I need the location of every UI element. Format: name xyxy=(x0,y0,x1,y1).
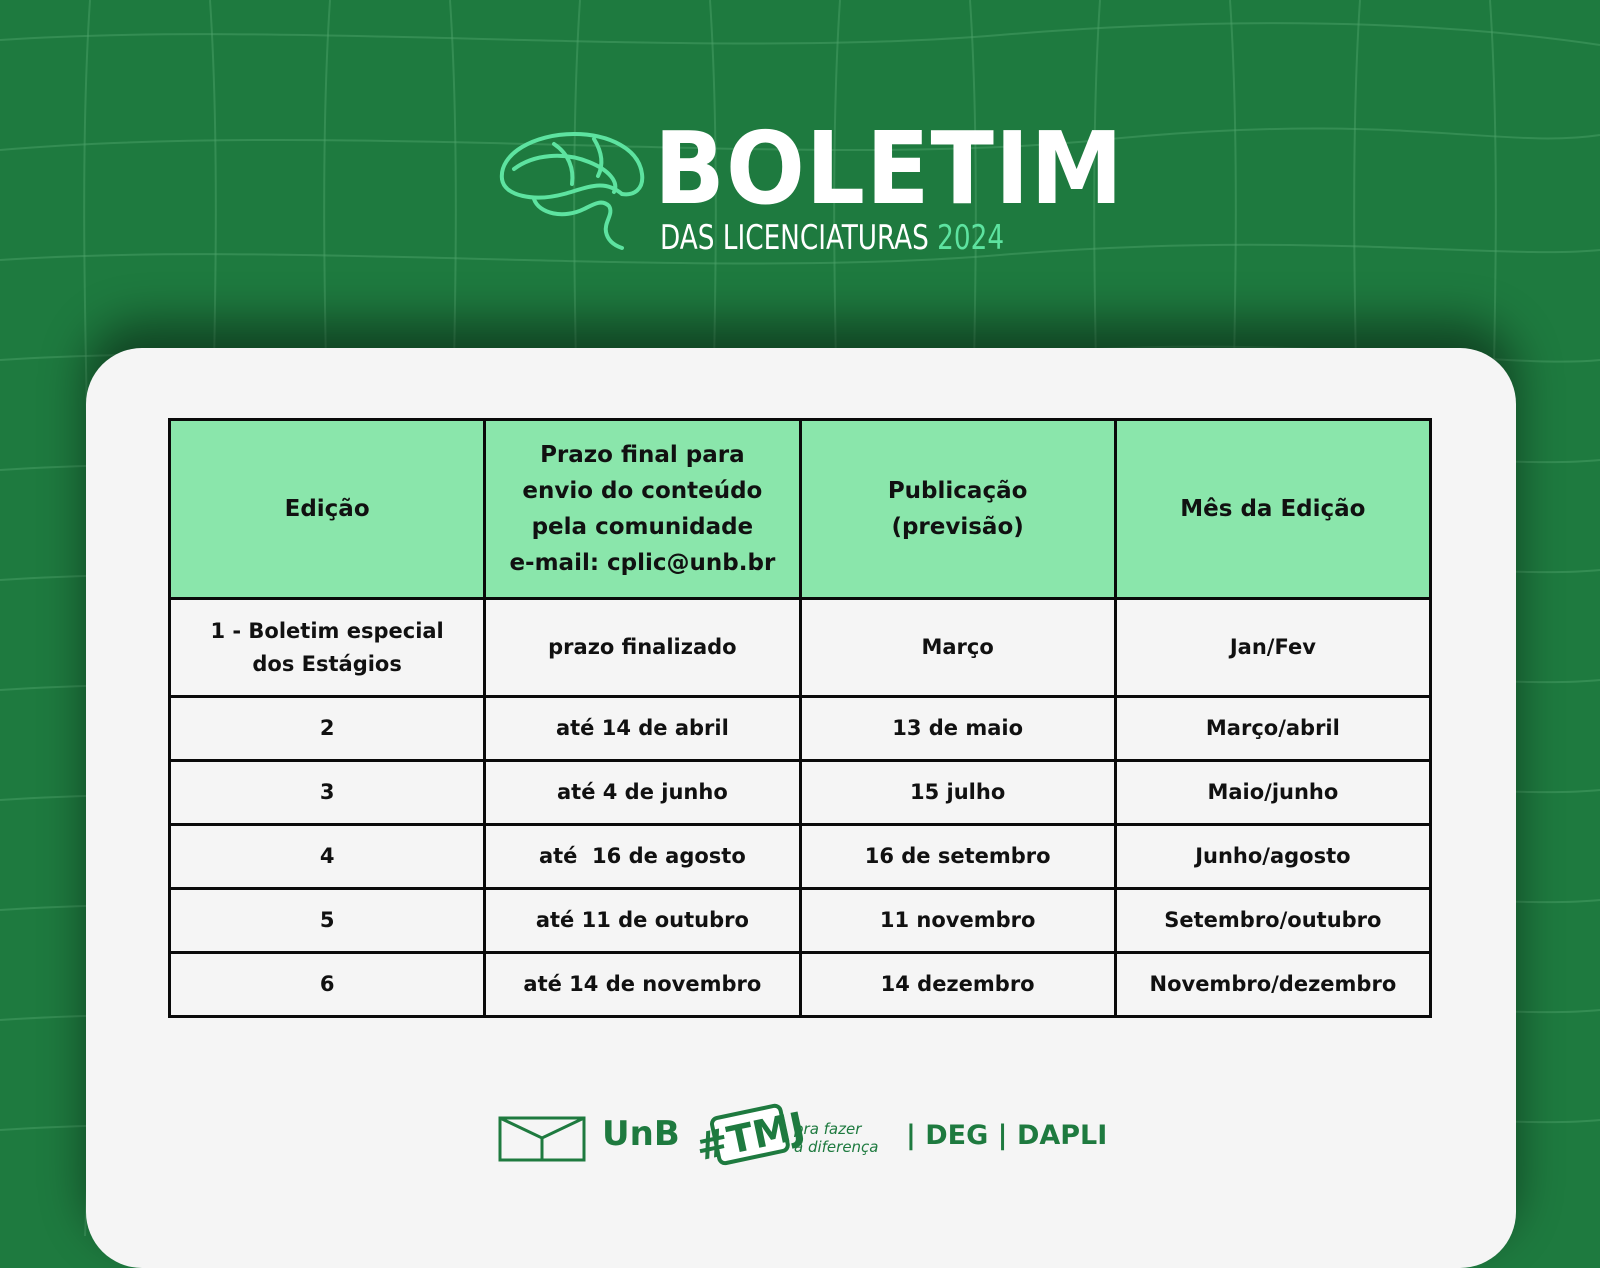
cell-edicao: 3 xyxy=(170,761,485,825)
cell-publicacao: 14 dezembro xyxy=(800,953,1115,1017)
cell-publicacao: Março xyxy=(800,599,1115,697)
cell-mes: Jan/Fev xyxy=(1115,599,1430,697)
unb-label: UnB xyxy=(602,1114,680,1154)
cell-publicacao: 13 de maio xyxy=(800,697,1115,761)
cell-prazo: até 16 de agosto xyxy=(485,825,800,889)
schedule-table xyxy=(168,418,1432,1018)
cell-mes: Setembro/outubro xyxy=(1115,889,1430,953)
cell-mes: Junho/agosto xyxy=(1115,825,1430,889)
cell-edicao: 6 xyxy=(170,953,485,1017)
table-row xyxy=(170,697,1431,761)
brand-year: 2024 xyxy=(937,218,1005,258)
table-row xyxy=(170,825,1431,889)
tmj-hashtag-logo xyxy=(692,1098,809,1182)
svg-text:#TMJ: #TMJ xyxy=(692,1103,809,1170)
cell-publicacao: 16 de setembro xyxy=(800,825,1115,889)
header-prazo: Prazo final para envio do conteúdo pela comunidade e-mail: cplic@unb.br xyxy=(485,420,800,599)
cell-mes: Março/abril xyxy=(1115,697,1430,761)
cell-mes: Maio/junho xyxy=(1115,761,1430,825)
cell-edicao: 1 - Boletim especial dos Estágios xyxy=(170,599,485,697)
cell-prazo: prazo finalizado xyxy=(485,599,800,697)
table-row xyxy=(170,761,1431,825)
cell-edicao: 2 xyxy=(170,697,485,761)
table-row xyxy=(170,889,1431,953)
cell-prazo: até 14 de abril xyxy=(485,697,800,761)
cell-mes: Novembro/dezembro xyxy=(1115,953,1430,1017)
table-header-row xyxy=(170,420,1431,599)
header-publicacao: Publicação (previsão) xyxy=(800,420,1115,599)
cell-publicacao: 15 julho xyxy=(800,761,1115,825)
cell-publicacao: 11 novembro xyxy=(800,889,1115,953)
header-mes: Mês da Edição xyxy=(1115,420,1430,599)
department-labels: | DEG | DAPLI xyxy=(906,1120,1108,1151)
footer-logos xyxy=(498,1094,1118,1184)
table-row xyxy=(170,599,1431,697)
brand-header xyxy=(494,110,1124,260)
header-edicao: Edição xyxy=(170,420,485,599)
cell-prazo: até 4 de junho xyxy=(485,761,800,825)
brand-title: BOLETIM xyxy=(654,110,1124,227)
brain-outline-icon xyxy=(494,124,654,254)
tagline: pra fazer a diferença xyxy=(794,1120,879,1156)
unb-envelope-icon xyxy=(498,1116,586,1162)
cell-edicao: 4 xyxy=(170,825,485,889)
table-row xyxy=(170,953,1431,1017)
cell-prazo: até 14 de novembro xyxy=(485,953,800,1017)
brand-subtitle: DAS LICENCIATURAS 2024 xyxy=(660,218,1005,258)
cell-prazo: até 11 de outubro xyxy=(485,889,800,953)
cell-edicao: 5 xyxy=(170,889,485,953)
